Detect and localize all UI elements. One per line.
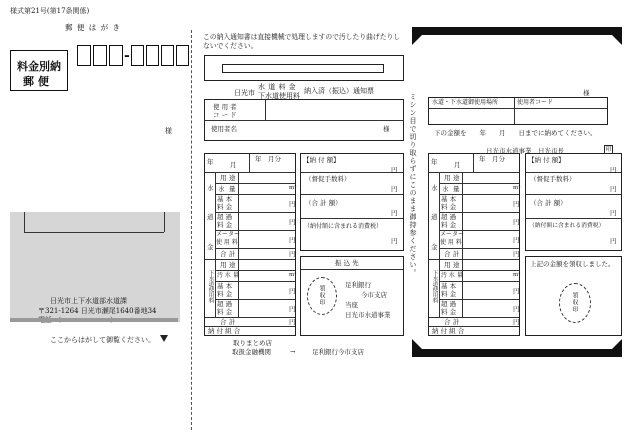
unit: m³ (289, 272, 297, 278)
row-label: 計 (229, 318, 236, 326)
row-label: 料 金 (217, 290, 233, 298)
row-label: 料 金 (441, 221, 457, 229)
unit: 円 (289, 305, 296, 313)
row-label: 超 過 (217, 213, 233, 221)
deadline-text: 下の金額を 年 月 日までに納めてください。 (434, 129, 597, 137)
usage-info-box (428, 97, 608, 125)
user-name-sama: 様 (383, 125, 390, 133)
row-label: 納 付 組 合 (432, 327, 465, 335)
side-char: 道 (431, 213, 438, 221)
row-label: 料 金 (217, 308, 233, 316)
row-label: 納 付 組 合 (208, 327, 241, 335)
unit: 円 (289, 218, 296, 226)
user-code-label: 使 用 者 コ ー ド (213, 103, 237, 119)
unit: m³ (289, 185, 297, 191)
usage-place-label: 水道・下水道御使用場所 (432, 99, 499, 106)
transfer-box (300, 256, 404, 336)
collecting-branch-label: 取りまとめ店 (233, 339, 272, 347)
late-fee-label: （督促手数料） (305, 175, 351, 183)
amounts-box-2 (525, 153, 622, 251)
payment-amount-label: 【納 付 額】 (303, 156, 340, 164)
account-type: 当座 (345, 301, 358, 309)
unit: 円 (610, 237, 617, 245)
perforation-note: ミシン目で切り取らずにこのまま御持参ください。 (409, 93, 417, 277)
total-label: （合 計 額） (305, 199, 342, 207)
row-label: 用 (444, 261, 451, 269)
postcode-dash: - (124, 48, 130, 64)
side-char: 道 (207, 213, 214, 221)
row-label: 途 (229, 261, 236, 269)
row-label: 途 (453, 174, 460, 182)
handling-bank-label: 取扱金融機関 (232, 348, 271, 356)
sender-name: 日光市上下水道部水道課 (50, 297, 127, 305)
user-name-label: 使用者名 (211, 125, 237, 133)
row-label: 汚 水 量 (217, 272, 239, 279)
row-label: 使 用 料 (440, 239, 462, 246)
unit: m³ (513, 272, 521, 278)
row-label: 計 (229, 250, 236, 258)
user-info-box (204, 99, 404, 141)
side-char: 水 (207, 184, 214, 192)
addressee-honorific: 様 (165, 127, 172, 135)
row-label: 料 金 (217, 203, 233, 211)
row-label: 用 (444, 174, 451, 182)
row-label: 計 (453, 250, 460, 258)
row-label: 超 過 (441, 300, 457, 308)
postage-stamp-box (10, 50, 68, 91)
unit: 円 (289, 236, 296, 244)
unit: 円 (513, 236, 520, 244)
addressee-honorific-2: 様 (583, 89, 590, 97)
row-label: 超 過 (441, 213, 457, 221)
row-label: メーター (440, 231, 465, 238)
row-label: 量 (229, 185, 236, 193)
row-label: 超 過 (217, 300, 233, 308)
year-label: 年 (431, 158, 438, 166)
side-char: 金 (207, 243, 214, 251)
bottom-bar (412, 349, 622, 357)
unit: 円 (513, 200, 520, 208)
unit: 円 (289, 287, 296, 295)
row-label: 合 (220, 318, 227, 326)
side-char: 水 (431, 184, 438, 192)
month-label: 月 (230, 161, 237, 169)
destination-bank: 足利銀行今市支店 (312, 348, 364, 356)
row-label: 料 金 (217, 221, 233, 229)
side-char: 金 (431, 243, 438, 251)
ocr-box (204, 55, 404, 81)
total-label: （合 計 額） (530, 199, 567, 207)
postcard-label: 郵 便 は が き (65, 23, 122, 32)
title-pre: 日光市 (234, 89, 255, 97)
row-label: 使 用 料 (216, 239, 238, 246)
row-label: 汚 水 量 (441, 272, 463, 279)
title-word1: 水 道 料 金 (258, 83, 297, 91)
received-text: 上記の金額を領収しました。 (530, 260, 615, 268)
unit: 円 (289, 200, 296, 208)
unit: 円 (610, 209, 617, 217)
row-label: 基 本 (217, 195, 233, 203)
row-label: 料 金 (441, 308, 457, 316)
unit: m³ (513, 185, 521, 191)
receipt-stamp: 領収印 (318, 285, 325, 306)
stamp-line2: 郵 便 (23, 75, 49, 88)
unit: 円 (391, 237, 398, 245)
bank-name: 足利銀行 (345, 281, 371, 289)
billing-table-2 (428, 153, 520, 336)
year-month-label: 年 月分 (255, 155, 281, 163)
sewer-side-label: 下水道使用料 (431, 270, 438, 303)
machine-notice: この納入通知書は直接機械で処理しますので汚したり曲げたりしないでください。 (203, 33, 401, 50)
unit: 円 (610, 166, 617, 174)
form-number: 様式第21号(第17条関係) (10, 7, 90, 15)
row-label: 基 本 (441, 282, 457, 290)
transfer-title: 振 込 先 (335, 259, 359, 267)
tax-label: （納付額に含まれる消費税） (529, 223, 605, 229)
year-label: 年 (207, 158, 214, 166)
stamp-line1: 料金別納 (17, 60, 61, 73)
row-label: 料 金 (441, 203, 457, 211)
row-label: 合 (220, 250, 227, 258)
row-label: 途 (229, 174, 236, 182)
row-label: 水 (442, 185, 449, 193)
amounts-box (300, 153, 404, 251)
row-label: 用 (220, 174, 227, 182)
sender-address: 〒321-1264 日光市瀬尾1640番地34 (38, 307, 157, 315)
title-word2: 下水道使用料 (258, 92, 300, 100)
unit: 円 (391, 209, 398, 217)
billing-table (204, 153, 296, 336)
row-label: 量 (453, 185, 460, 193)
top-bar (412, 27, 622, 35)
month-label: 月 (454, 161, 461, 169)
row-label: 料 金 (441, 290, 457, 298)
unit: 円 (289, 250, 296, 258)
row-label: 途 (453, 261, 460, 269)
official-seal: 印 (605, 146, 612, 153)
row-label: 用 (220, 261, 227, 269)
user-code-label-2: 使用者コード (517, 99, 554, 106)
payee-name: 日光市水道事業 (345, 311, 391, 319)
unit: 円 (391, 185, 398, 193)
row-label: 基 本 (441, 195, 457, 203)
unit: 円 (391, 166, 398, 174)
year-month-label: 年 月分 (479, 155, 505, 163)
peel-instruction: ここからはがして御覧ください。 (50, 336, 155, 344)
receipt-box (525, 256, 622, 336)
sender-label-area (10, 212, 180, 322)
late-fee-label: （督促手数料） (530, 175, 576, 183)
unit: 円 (513, 305, 520, 313)
row-label: 合 (444, 250, 451, 258)
row-label: 合 (444, 318, 451, 326)
row-label: 計 (453, 318, 460, 326)
unit: 円 (513, 287, 520, 295)
row-label: 基 本 (217, 282, 233, 290)
payment-amount-label: 【納 付 額】 (528, 156, 565, 164)
unit: 円 (513, 218, 520, 226)
unit: 円 (610, 185, 617, 193)
tax-label: （納付額に含まれる消費税） (304, 223, 383, 230)
row-label: メーター (216, 231, 241, 238)
row-label: 水 (218, 185, 225, 193)
unit: 円 (289, 318, 296, 326)
issuer-name: 日光市水道事業 日光市長 (486, 147, 564, 155)
arrow: → (290, 348, 296, 356)
receipt-stamp-2: 領収印 (571, 292, 578, 313)
sewer-side-label: 下水道使用料 (207, 270, 214, 303)
unit: 円 (513, 318, 520, 326)
title-post: 納入済（振込）通知票 (304, 87, 374, 95)
unit: 円 (513, 250, 520, 258)
branch-name: 今市支店 (361, 291, 387, 299)
